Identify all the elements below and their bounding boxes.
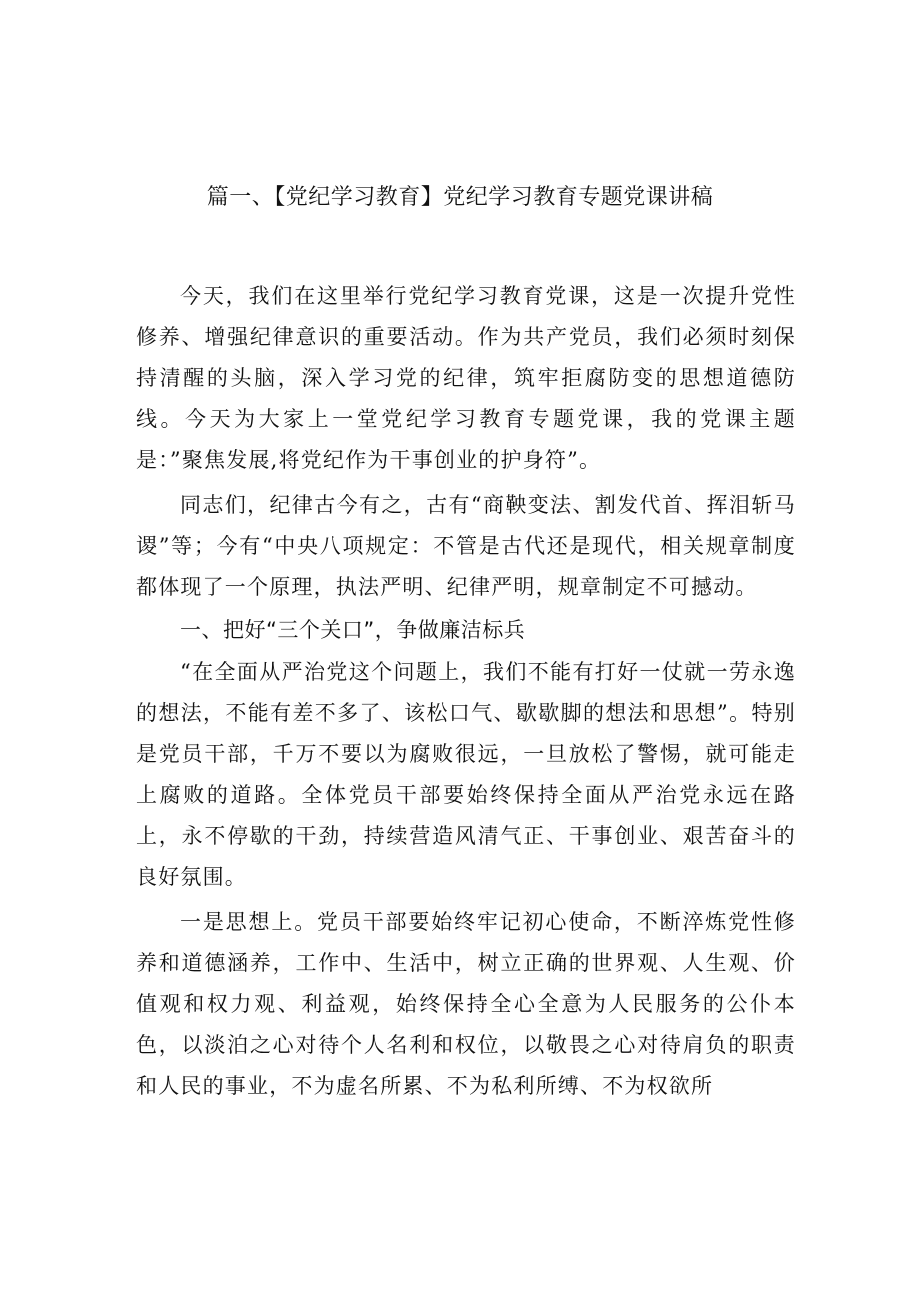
paragraph-section-1: “在全面从严治党这个问题上，我们不能有打好一仗就一劳永逸的想法，不能有差不多了、该松口气、歇歇脚的想法和思想”。特别是党员干部，千万不要以为腐败很远，一旦放松了警惕，就可能走上腐败的道路。全体党员干部要始终保持全面从严治党永远在路上，永不停歇的干劲，持续营造风清气正、干事创业、艰苦奋斗的良好氛围。 — [136, 660, 796, 889]
paragraph-discipline-history: 同志们，纪律古今有之，古有“商鞅变法、割发代首、挥泪斩马谡”等；今有“中央八项规定：不管是古代还是现代，相关规章制度都体现了一个原理，执法严明、纪律严明，规章制定不可撼动。 — [136, 493, 796, 599]
document-title: 篇一、【党纪学习教育】党纪学习教育专题党课讲稿 — [206, 185, 714, 210]
paragraph-intro: 今天，我们在这里举行党纪学习教育党课，这是一次提升党性修养、增强纪律意识的重要活动。作为共产党员，我们必须时刻保持清醒的头脑，深入学习党的纪律，筑牢拒腐防变的思想道德防线。今天为大家上一堂党纪学习教育专题党课，我的党课主题是：”聚焦发展,将党纪作为干事创业的护身符”。 — [136, 284, 796, 472]
paragraph-section-2: 一是思想上。党员干部要始终牢记初心使命，不断淬炼党性修养和道德涵养，工作中、生活中，树立正确的世界观、人生观、价值观和权力观、利益观，始终保持全心全意为人民服务的公仆本色，以淡泊之心对待个人名利和权位，以敬畏之心对待肩负的职责和人民的事业，不为虚名所累、不为私利所缚、不为权欲所 — [136, 910, 796, 1098]
section-heading: 一、把好“三个关口”，争做廉洁标兵 — [180, 618, 526, 642]
document-body — [136, 276, 796, 1107]
